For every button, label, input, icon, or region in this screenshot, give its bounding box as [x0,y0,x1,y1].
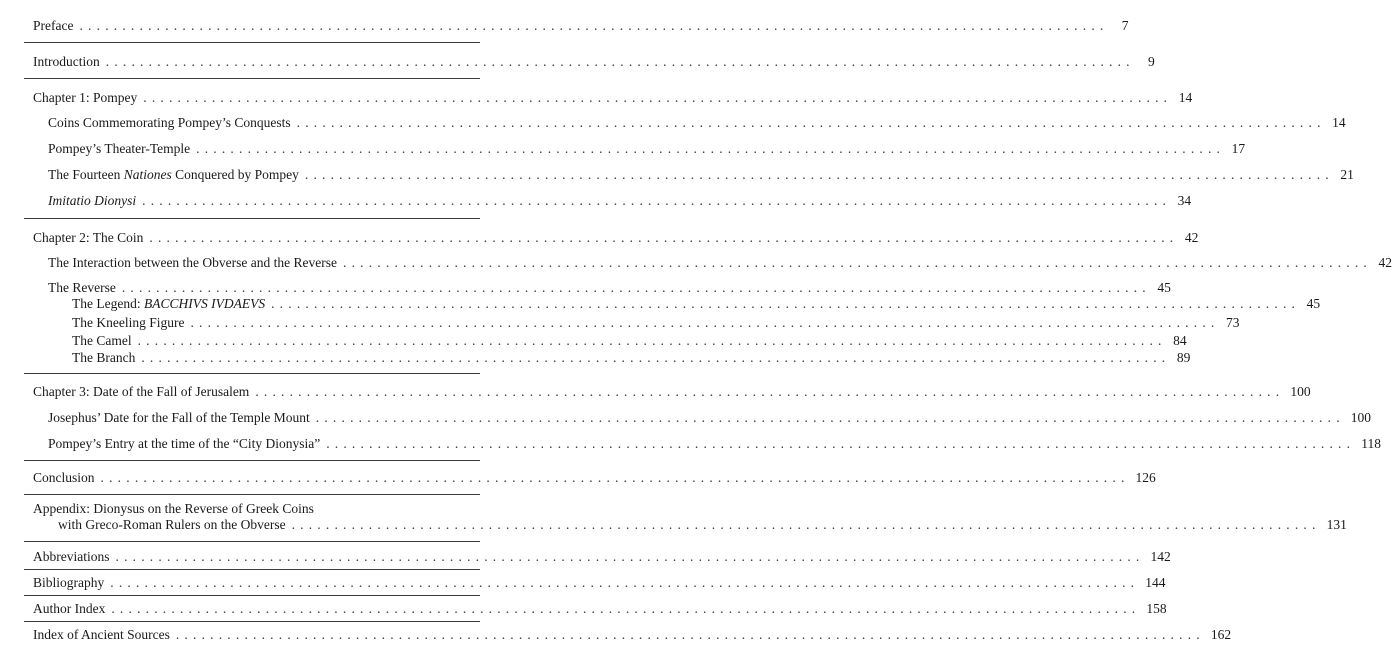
toc-entry-label: The Legend: BACCHIVS IVDAEVS [72,296,266,311]
toc-entry-label: with Greco-Roman Rulers on the Obverse [58,517,286,532]
toc-page-number: 14 [1332,115,1346,130]
toc-entry-label: Author Index [33,601,106,616]
toc-entry-abbreviations[interactable] [33,549,1171,565]
toc-entry-introduction[interactable] [33,54,1155,70]
toc-entry-label: Appendix: Dionysus on the Reverse of Greek Coins [33,501,314,516]
toc-entry-label: The Reverse [48,280,116,295]
toc-entry-label: The Branch [72,350,136,365]
toc-entry-preface[interactable] [33,18,1129,34]
toc-entry-ancient-sources-index[interactable] [33,627,1232,643]
toc-entry-subsection[interactable] [72,333,1187,349]
toc-page-number: 42 [1378,255,1392,270]
dot-leader: ........................................................................................................................ [271,296,1301,311]
toc-page-number: 45 [1157,280,1171,295]
toc-entry-label: Preface [33,18,74,33]
toc-entry-section[interactable] [48,280,1171,296]
dot-leader: ........................................................................................................................ [291,517,1321,532]
section-divider [24,218,480,219]
section-divider [24,78,480,79]
toc-entry-section[interactable] [48,410,1372,426]
dot-leader: ........................................................................................................................ [255,384,1285,399]
toc-page-number: 162 [1210,627,1232,642]
toc-entry-conclusion[interactable] [33,470,1156,486]
toc-page-number: 158 [1146,601,1167,616]
toc-entry-label: Chapter 3: Date of the Fall of Jerusalem [33,384,250,399]
dot-leader: ........................................................................................................................ [326,436,1356,451]
dot-leader: ........................................................................................................................ [79,18,1109,33]
toc-entry-chapter-2[interactable] [33,230,1199,246]
toc-entry-label: Bibliography [33,575,105,590]
toc-page-number: 84 [1173,333,1187,348]
toc-entry-label: The Camel [72,333,132,348]
section-divider [24,460,480,461]
dot-leader: ........................................................................................................................ [115,549,1145,564]
toc-entry-bibliography[interactable] [33,575,1166,591]
toc-entry-label: The Kneeling Figure [72,315,185,330]
toc-entry-subsection[interactable] [72,296,1321,312]
dot-leader: ........................................................................................................................ [296,115,1326,130]
dot-leader: ........................................................................................................................ [121,280,1151,295]
toc-entry-label: Josephus’ Date for the Fall of the Temple Mount [48,410,310,425]
dot-leader: ........................................................................................................................ [315,410,1345,425]
toc-entry-section[interactable] [48,436,1381,452]
toc-page-number: 100 [1290,384,1311,399]
toc-entry-label: Imitatio Dionysi [48,193,137,208]
toc-entry-label: Chapter 2: The Coin [33,230,144,245]
toc-page-number: 142 [1150,549,1171,564]
section-divider [24,541,480,542]
toc-entry-chapter-1[interactable] [33,90,1193,106]
dot-leader: ........................................................................................................................ [110,575,1140,590]
toc-entry-section[interactable] [48,255,1392,271]
dot-leader: ........................................................................................................................ [143,90,1173,105]
toc-entry-label: Conclusion [33,470,95,485]
section-divider [24,373,480,374]
toc-entry-label: Coins Commemorating Pompey’s Conquests [48,115,291,130]
dot-leader: ........................................................................................................................ [190,315,1220,330]
toc-page-number: 17 [1231,141,1246,156]
toc-entry-section[interactable] [48,115,1346,131]
toc-page-number: 42 [1184,230,1199,245]
toc-page-number: 118 [1361,436,1381,451]
dot-leader: ........................................................................................................................ [196,141,1226,156]
toc-entry-label: Index of Ancient Sources [33,627,170,642]
dot-leader: ........................................................................................................................ [343,255,1372,270]
toc-entry-section[interactable] [48,193,1192,209]
dot-leader: ........................................................................................................................ [137,333,1167,348]
toc-entry-label: The Interaction between the Obverse and the Reverse [48,255,337,270]
toc-page-number: 100 [1350,410,1372,425]
toc-page-number: 73 [1225,315,1240,330]
toc-entry-chapter-3[interactable] [33,384,1311,400]
section-divider [24,42,480,43]
toc-page-number: 21 [1340,167,1354,182]
section-divider [24,621,480,622]
toc-page-number: 131 [1326,517,1347,532]
toc-entry-author-index[interactable] [33,601,1167,617]
toc-entry-appendix-line1[interactable] [33,501,314,517]
toc-page-number: 34 [1177,193,1192,208]
toc-entry-label: Chapter 1: Pompey [33,90,138,105]
toc-page-number: 144 [1145,575,1166,590]
toc-entry-section[interactable] [48,167,1354,183]
section-divider [24,595,480,596]
toc-entry-label: The Fourteen Nationes Conquered by Pompey [48,167,299,182]
dot-leader: ........................................................................................................................ [149,230,1179,245]
dot-leader: ........................................................................................................................ [175,627,1205,642]
toc-entry-label: Introduction [33,54,100,69]
dot-leader: ........................................................................................................................ [141,350,1171,365]
dot-leader: ........................................................................................................................ [105,54,1135,69]
toc-entry-label: Pompey’s Entry at the time of the “City Dionysia” [48,436,321,451]
toc-entry-subsection[interactable] [72,315,1240,331]
toc-entry-label: Abbreviations [33,549,110,564]
toc-entry-section[interactable] [48,141,1246,157]
dot-leader: ........................................................................................................................ [100,470,1130,485]
toc-entry-label: Pompey’s Theater-Temple [48,141,191,156]
toc-page-number: 126 [1135,470,1156,485]
toc-entry-appendix[interactable] [58,517,1347,533]
toc-page-number: 45 [1306,296,1321,311]
section-divider [24,494,480,495]
section-divider [24,569,480,570]
toc-entry-subsection[interactable] [72,350,1191,366]
toc-page-number: 7 [1121,18,1129,33]
toc-page-number: 89 [1176,350,1191,365]
dot-leader: ........................................................................................................................ [304,167,1334,182]
toc-page-number: 14 [1178,90,1193,105]
dot-leader: ........................................................................................................................ [111,601,1141,616]
dot-leader: ........................................................................................................................ [142,193,1172,208]
toc-page-number: 9 [1148,54,1155,69]
